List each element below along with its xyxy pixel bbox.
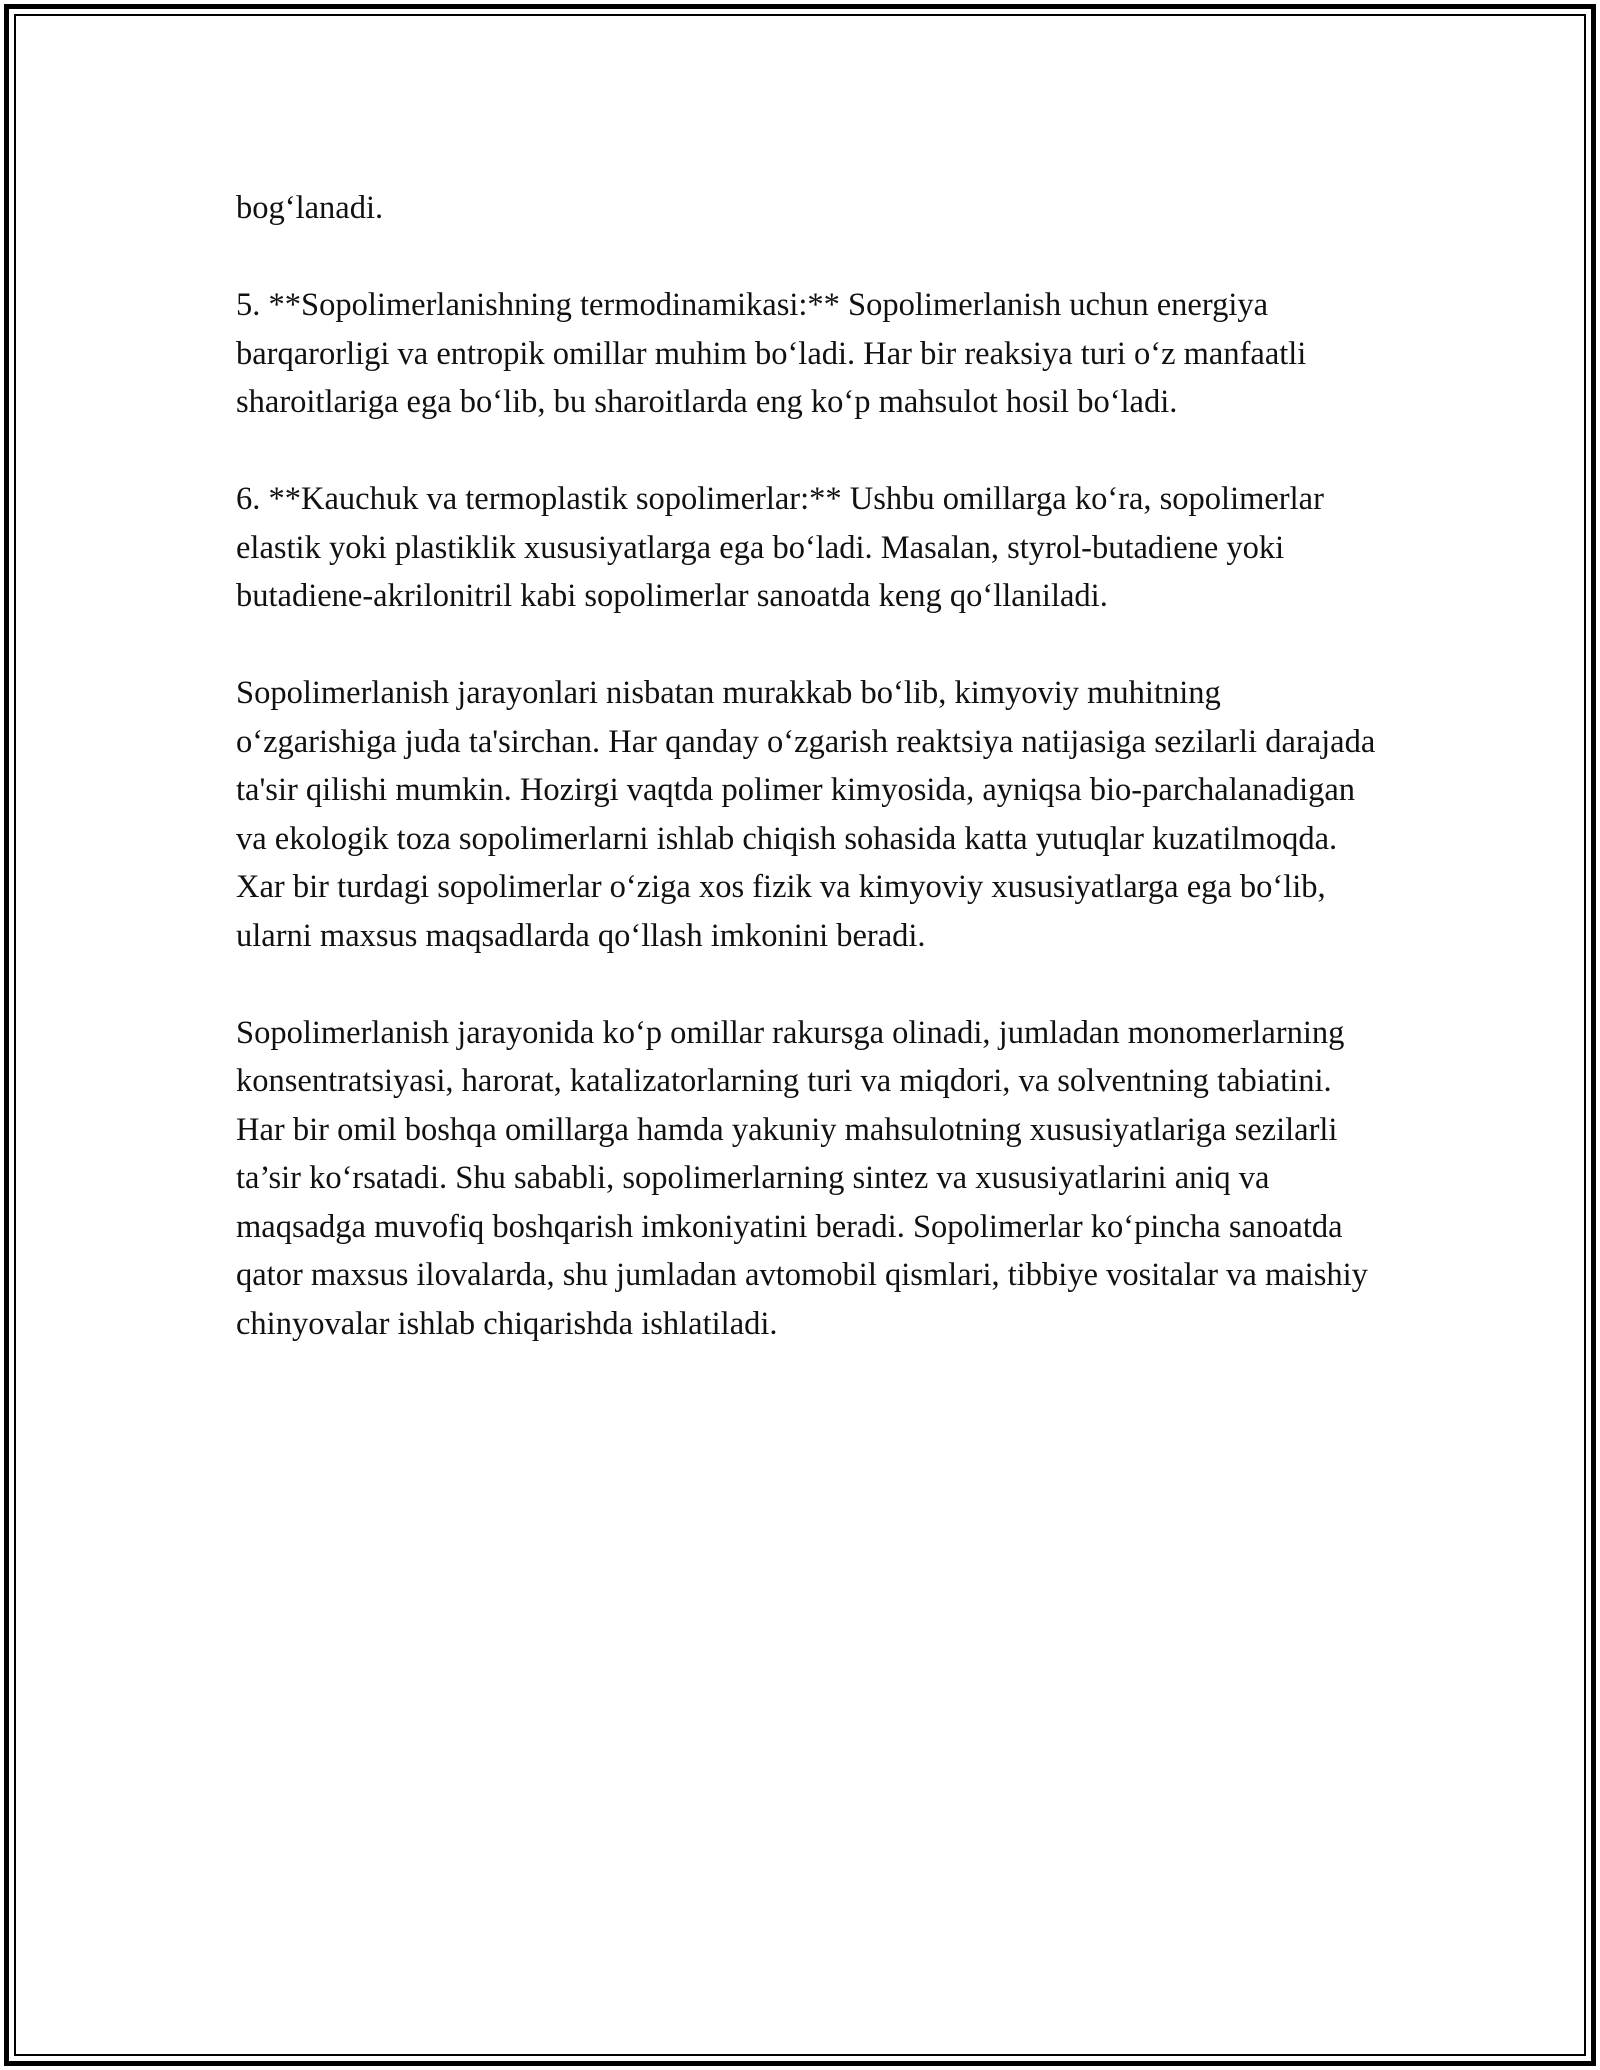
paragraph-item-6-rubber-thermoplastic: 6. **Kauchuk va termoplastik sopolimerlar:** Ushbu omillarga ko‘ra, sopolimerlar elastik yoki plastiklik xususiyatlarga ega bo‘ladi. Masalan, styrol-butadiene yoki butadiene-akrilonitril kabi sopolimerlar sanoatda keng qo‘llaniladi. <box>236 481 1324 614</box>
paragraph-continuation: bog‘lanadi. <box>236 190 384 226</box>
paragraph-process-complexity: Sopolimerlanish jarayonlari nisbatan murakkab bo‘lib, kimyoviy muhitning o‘zgarishiga juda ta'sirchan. Har qanday o‘zgarish reaktsiya natijasiga sezilarli darajada ta'sir qilishi mumkin. Hozirgi vaqtda polimer kimyosida, ayniqsa bio-parchalanadigan va ekologik toza sopolimerlarni ishlab chiqish sohasida katta yutuqlar kuzatilmoqda. Xar bir turdagi sopolimerlar o‘ziga xos fizik va kimyoviy xususiyatlarga ega bo‘lib, ularni maxsus maqsadlarda qo‘llash imkonini beradi. <box>236 675 1376 954</box>
paragraph-item-5-thermodynamics: 5. **Sopolimerlanishning termodinamikasi:** Sopolimerlanish uchun energiya barqarorligi va entropik omillar muhim bo‘ladi. Har bir reaksiya turi o‘z manfaatli sharoitlariga ega bo‘lib, bu sharoitlarda eng ko‘p mahsulot hosil bo‘ladi. <box>236 287 1307 420</box>
paragraph-process-factors: Sopolimerlanish jarayonida ko‘p omillar rakursga olinadi, jumladan monomerlarning konsentratsiyasi, harorat, katalizatorlarning turi va miqdori, va solventning tabiatini. Har bir omil boshqa omillarga hamda yakuniy mahsulotning xususiyatlariga sezilarli ta’sir ko‘rsatadi. Shu sababli, sopolimerlarning sintez va xususiyatlarini aniq va maqsadga muvofiq boshqarish imkoniyatini beradi. Sopolimerlar ko‘pincha sanoatda qator maxsus ilovalarda, shu jumladan avtomobil qismlari, tibbiye vositalar va maishiy chinyovalar ishlab chiqarishda ishlatiladi. <box>236 1014 1368 1342</box>
document-body <box>236 184 1376 1397</box>
